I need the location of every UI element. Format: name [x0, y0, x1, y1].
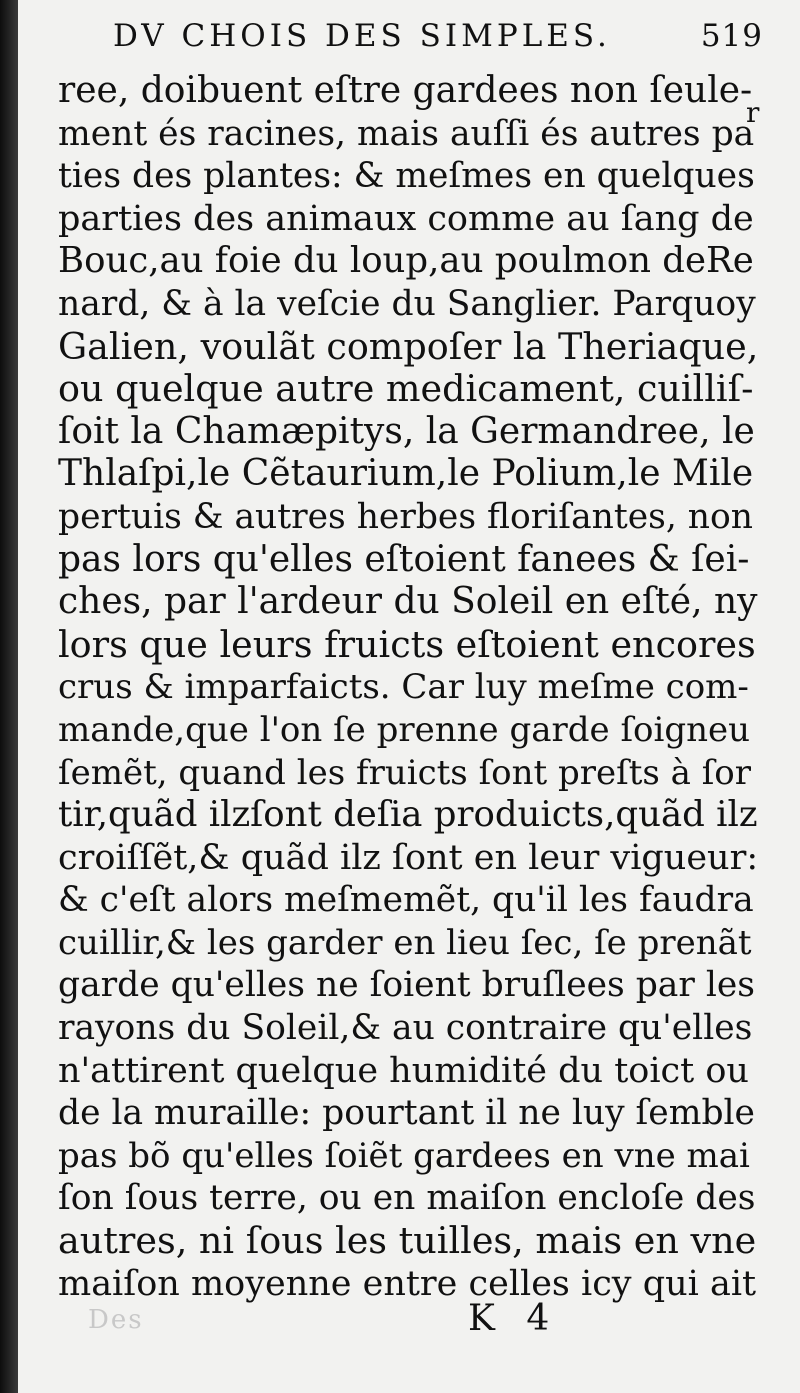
text-line: croiſſẽt,& quãd ilz ſont en leur vigueur:: [58, 837, 759, 878]
text-line: ſemẽt, quand les fruicts ſont preſts à ſor: [58, 752, 752, 793]
running-head-title: DV CHOIS DES SIMPLES.: [113, 18, 611, 54]
show-through-text: Des: [88, 1305, 144, 1335]
book-page: [18, 0, 800, 1393]
text-line: & c'eſt alors meſmemẽt, qu'il les faudra: [58, 880, 754, 921]
text-line: de la muraille: pourtant il ne luy ſemble: [58, 1093, 755, 1134]
text-line: cuillir,& les garder en lieu ſec, ſe prenãt: [58, 922, 752, 963]
page-number: 519: [700, 18, 763, 54]
text-line: garde qu'elles ne ſoient bruſlees par les: [58, 965, 755, 1006]
text-line: Thlaſpi,le Cẽtaurium,le Polium,le Mile: [58, 453, 754, 495]
text-line: autres, ni ſous les tuilles, mais en vne: [58, 1219, 757, 1263]
text-line: ſoit la Chamæpitys, la Germandree, le: [58, 410, 755, 452]
margin-note: r: [746, 96, 760, 129]
text-line: pas lors qu'elles eſtoient fanees & ſei-: [58, 538, 750, 580]
text-line: maiſon moyenne entre celles icy qui ait: [58, 1263, 757, 1304]
text-line: ches, par l'ardeur du Soleil en eſté, ny: [58, 581, 758, 623]
signature-mark: K 4: [468, 1298, 560, 1339]
text-line: ree, doibuent eſtre gardees non ſeule-: [58, 70, 753, 111]
text-line: rayons du Soleil,& au contraire qu'elles: [58, 1008, 753, 1049]
running-head: [113, 12, 763, 60]
text-line: n'attirent quelque humidité du toict ou: [58, 1050, 749, 1091]
text-line: tir,quãd ilzſont deſia produicts,quãd ilz: [58, 794, 758, 836]
text-line: pertuis & autres herbes floriſantes, non: [58, 496, 753, 537]
text-line: ties des plantes: & meſmes en quelques: [58, 156, 755, 197]
text-line: mande,que l'on ſe prenne garde ſoigneu: [58, 709, 751, 750]
text-line: parties des animaux comme au ſang de: [58, 198, 754, 239]
text-line: ou quelque autre medicament, cuilliſ-: [58, 367, 754, 411]
text-line: ſon ſous terre, ou en maiſon encloſe des: [58, 1178, 756, 1219]
text-line: lors que leurs fruicts eſtoient encores: [58, 622, 756, 666]
text-line: crus & imparfaicts. Car luy meſme com-: [58, 667, 749, 708]
body-text: [58, 70, 758, 1305]
text-line: Galien, voulãt compoſer la Theriaque,: [58, 324, 759, 368]
page-gutter-shadow: [0, 0, 18, 1393]
text-line: pas bõ qu'elles ſoiẽt gardees en vne mai: [58, 1135, 750, 1176]
text-line: nard, & à la veſcie du Sanglier. Parquoy: [58, 283, 756, 324]
text-line: Bouc,au foie du loup,au poulmon deRe: [58, 240, 754, 282]
text-line: ment és racines, mais auſſi és autres pa: [58, 113, 755, 154]
